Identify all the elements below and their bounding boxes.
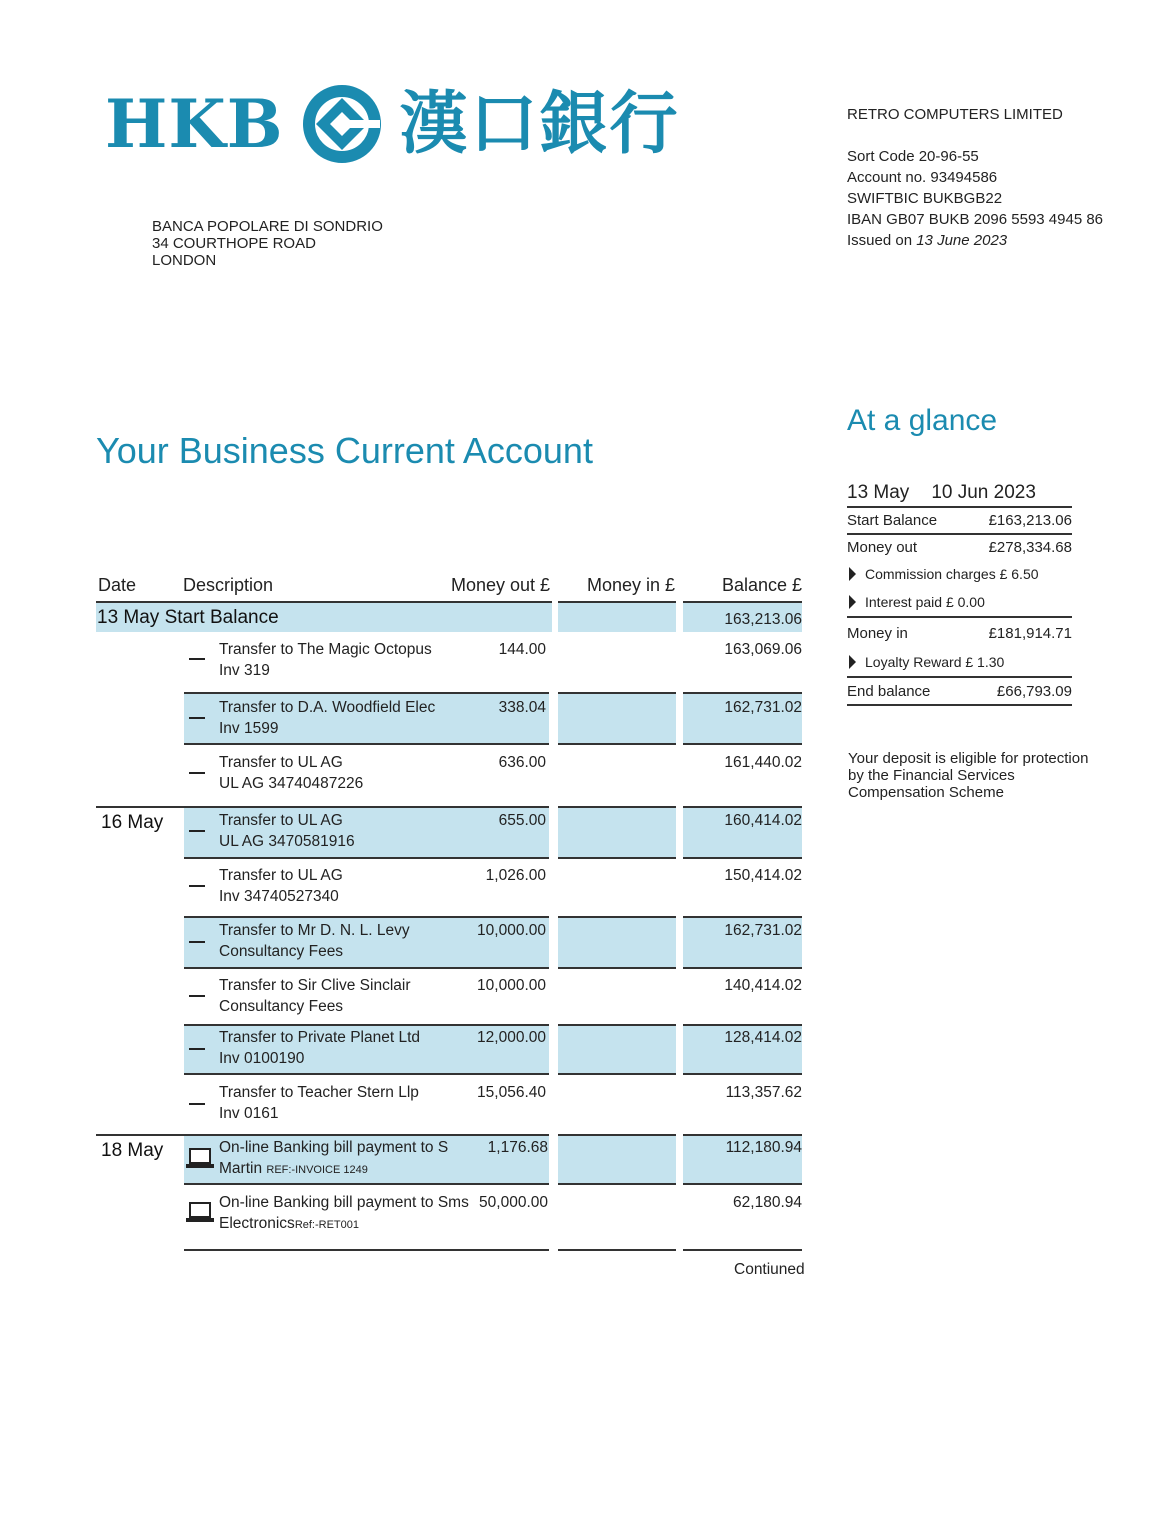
account-holder: RETRO COMPUTERS LIMITED <box>847 106 1063 123</box>
bullet-triangle-icon <box>849 655 856 669</box>
row-band <box>558 1136 676 1184</box>
desc-line1: Transfer to UL AG <box>219 867 343 884</box>
address-line: BANCA POPOLARE DI SONDRIO <box>152 218 383 235</box>
row-rule <box>683 916 802 918</box>
row-rule <box>683 1134 802 1136</box>
date-group-rule <box>96 1134 549 1136</box>
balance: 112,180.94 <box>725 1139 802 1156</box>
payment-reference: Ref:-RET001 <box>294 1219 360 1231</box>
transfer-dash-icon <box>189 995 205 997</box>
desc-line1: Transfer to D.A. Woodfield Elec <box>219 699 436 716</box>
transaction-description <box>219 920 410 962</box>
glance-value: £66,793.09 <box>996 683 1072 700</box>
transaction-description <box>219 1027 420 1069</box>
balance: 140,414.02 <box>724 977 802 994</box>
address-line: LONDON <box>152 252 217 269</box>
glance-value: £181,914.71 <box>988 625 1072 642</box>
money-out: 655.00 <box>498 812 546 829</box>
desc-line2 <box>219 1158 448 1181</box>
recipient-address <box>152 218 383 269</box>
row-rule <box>683 857 802 859</box>
desc-line1: Transfer to Sir Clive Sinclair <box>219 977 411 994</box>
row-rule <box>683 806 802 808</box>
money-out: 338.04 <box>498 699 546 716</box>
row-rule <box>558 857 676 859</box>
protection-line: Compensation Scheme <box>848 784 1004 801</box>
desc-line2: Inv 0100190 <box>219 1050 305 1067</box>
glance-value: £163,213.06 <box>988 512 1072 529</box>
header-money-in: Money in £ <box>587 575 676 595</box>
transfer-dash-icon <box>189 717 205 719</box>
glance-label: Money out <box>847 539 918 556</box>
glance-money-in <box>847 618 1072 648</box>
transaction-description <box>219 752 363 794</box>
transaction-description <box>219 865 343 907</box>
transaction-description <box>219 639 432 681</box>
glance-value: £278,334.68 <box>988 539 1072 556</box>
glance-label: End balance <box>847 683 931 700</box>
row-band <box>558 694 676 744</box>
balance: 163,069.06 <box>724 641 802 658</box>
row-rule <box>558 1024 676 1026</box>
desc-line1: Transfer to Private Planet Ltd <box>219 1029 421 1046</box>
period-from: 13 May <box>847 482 910 503</box>
date-label: 16 May <box>101 812 164 833</box>
row-rule <box>184 916 549 918</box>
row-band <box>558 918 676 968</box>
row-rule <box>558 1134 676 1136</box>
start-balance-label: 13 May Start Balance <box>97 607 279 628</box>
balance: 128,414.02 <box>724 1029 802 1046</box>
desc-line1: Transfer to Teacher Stern Llp <box>219 1084 419 1101</box>
transfer-dash-icon <box>189 658 205 660</box>
desc-line2: Consultancy Fees <box>219 943 344 960</box>
row-band <box>558 808 676 858</box>
balance: 150,414.02 <box>724 867 802 884</box>
money-out: 636.00 <box>498 754 546 771</box>
row-band <box>558 1026 676 1074</box>
transfer-dash-icon <box>189 772 205 774</box>
row-rule <box>558 1073 676 1075</box>
row-rule <box>683 1024 802 1026</box>
row-rule <box>184 1024 549 1026</box>
transfer-dash-icon <box>189 1103 205 1105</box>
glance-label: Start Balance <box>847 512 938 529</box>
glance-period <box>847 482 1072 508</box>
desc-line1: Transfer to Mr D. N. L. Levy <box>219 922 410 939</box>
date-label: 18 May <box>101 1140 164 1161</box>
balance: 62,180.94 <box>733 1194 802 1211</box>
glance-title: At a glance <box>847 404 998 437</box>
bullet-triangle-icon <box>849 595 856 609</box>
row-rule <box>184 1073 549 1075</box>
table-end-rule <box>558 1249 676 1251</box>
row-rule <box>558 916 676 918</box>
desc-line1: Transfer to UL AG <box>219 812 343 829</box>
glance-loyalty <box>847 648 1072 678</box>
issued-label: Issued on <box>847 232 917 249</box>
desc-line2: UL AG 34740487226 <box>219 775 364 792</box>
transfer-dash-icon <box>189 885 205 887</box>
protection-notice <box>848 750 1088 801</box>
row-rule <box>683 743 802 745</box>
money-out: 50,000.00 <box>479 1194 548 1211</box>
account-number: Account no. 93494586 <box>847 169 998 186</box>
transfer-dash-icon <box>189 1048 205 1050</box>
desc-line2: Inv 319 <box>219 662 270 679</box>
desc-line2-text: Electronics <box>219 1215 295 1232</box>
bank-emblem-icon <box>302 84 382 164</box>
money-out: 1,026.00 <box>485 867 546 884</box>
balance: 162,731.02 <box>724 699 802 716</box>
issued-value: 13 June 2023 <box>916 232 1008 249</box>
transaction-description <box>219 1192 469 1236</box>
row-rule <box>184 692 549 694</box>
row-rule <box>683 967 802 969</box>
account-details <box>847 146 1103 251</box>
sort-code: Sort Code 20-96-55 <box>847 148 979 165</box>
table-end-rule <box>683 1249 802 1251</box>
glance-end-balance <box>847 678 1072 706</box>
desc-line1: Transfer to The Magic Octopus <box>219 641 432 658</box>
table-end-rule <box>184 1249 549 1251</box>
protection-line: Your deposit is eligible for protection <box>848 750 1089 767</box>
header-balance: Balance £ <box>722 575 803 595</box>
row-rule <box>184 743 549 745</box>
row-rule <box>683 1183 802 1185</box>
transaction-description <box>219 810 355 852</box>
transfer-dash-icon <box>189 941 205 943</box>
page-title: Your Business Current Account <box>96 430 593 471</box>
desc-line2: Inv 34740527340 <box>219 888 339 905</box>
desc-line2: UL AG 3470581916 <box>219 833 355 850</box>
desc-line2: Inv 0161 <box>219 1105 279 1122</box>
protection-line: by the Financial Services <box>848 767 1015 784</box>
row-rule <box>558 806 676 808</box>
row-rule <box>184 967 549 969</box>
iban: IBAN GB07 BUKB 2096 5593 4945 86 <box>847 211 1104 228</box>
row-rule <box>184 1183 549 1185</box>
glance-sub-label: Loyalty Reward £ 1.30 <box>865 654 1005 670</box>
row-rule <box>558 692 676 694</box>
desc-line1: Transfer to UL AG <box>219 754 343 771</box>
desc-line1: On-line Banking bill payment to S <box>219 1139 449 1156</box>
money-out: 12,000.00 <box>477 1029 546 1046</box>
logo-text-chinese: 漢口銀行 <box>399 84 680 164</box>
payment-reference: REF:-INVOICE 1249 <box>266 1164 368 1176</box>
row-rule <box>683 1073 802 1075</box>
issued-date <box>847 230 1103 251</box>
balance: 162,731.02 <box>724 922 802 939</box>
row-rule <box>683 692 802 694</box>
row-rule <box>558 967 676 969</box>
desc-line2 <box>219 1213 469 1236</box>
transaction-description <box>219 975 411 1017</box>
header-date: Date <box>98 575 137 595</box>
header-money-out: Money out £ <box>451 575 551 595</box>
laptop-icon <box>185 1147 215 1171</box>
balance: 113,357.62 <box>725 1084 802 1101</box>
row-rule <box>184 857 549 859</box>
desc-line2-text: Martin <box>219 1160 267 1177</box>
money-out: 1,176.68 <box>487 1139 548 1156</box>
transaction-description <box>219 1137 448 1181</box>
desc-line2: Inv 1599 <box>219 720 279 737</box>
header-description: Description <box>183 575 274 595</box>
swift-code: SWIFTBIC BUKBGB22 <box>847 190 1003 207</box>
transfer-dash-icon <box>189 830 205 832</box>
start-balance-band <box>558 603 676 632</box>
laptop-icon <box>185 1201 215 1225</box>
money-out: 15,056.40 <box>477 1084 546 1101</box>
glance-money-out <box>847 535 1072 560</box>
glance-commission <box>847 560 1072 588</box>
bank-logo <box>105 82 680 166</box>
glance-start-balance <box>847 508 1072 535</box>
balance: 160,414.02 <box>724 812 802 829</box>
glance-interest <box>847 588 1072 618</box>
money-out: 144.00 <box>498 641 546 658</box>
row-rule <box>558 743 676 745</box>
money-out: 10,000.00 <box>477 922 546 939</box>
balance: 161,440.02 <box>724 754 802 771</box>
glance-label: Money in <box>847 625 908 642</box>
logo-text-latin: HKB <box>105 85 284 163</box>
desc-line1: On-line Banking bill payment to Sms <box>219 1194 469 1211</box>
date-group-rule <box>96 806 549 808</box>
glance-sub-label: Commission charges £ 6.50 <box>865 566 1039 582</box>
row-rule <box>558 1183 676 1185</box>
bullet-triangle-icon <box>849 567 856 581</box>
transaction-description <box>219 1082 419 1124</box>
glance-summary <box>847 482 1072 706</box>
glance-sub-label: Interest paid £ 0.00 <box>865 594 985 610</box>
desc-line2: Consultancy Fees <box>219 998 344 1015</box>
money-out: 10,000.00 <box>477 977 546 994</box>
start-balance-value: 163,213.06 <box>724 611 802 628</box>
address-line: 34 COURTHOPE ROAD <box>152 235 316 252</box>
period-to: 10 Jun 2023 <box>931 482 1036 503</box>
continued-label: Contiuned <box>734 1261 805 1278</box>
transaction-description <box>219 697 435 739</box>
